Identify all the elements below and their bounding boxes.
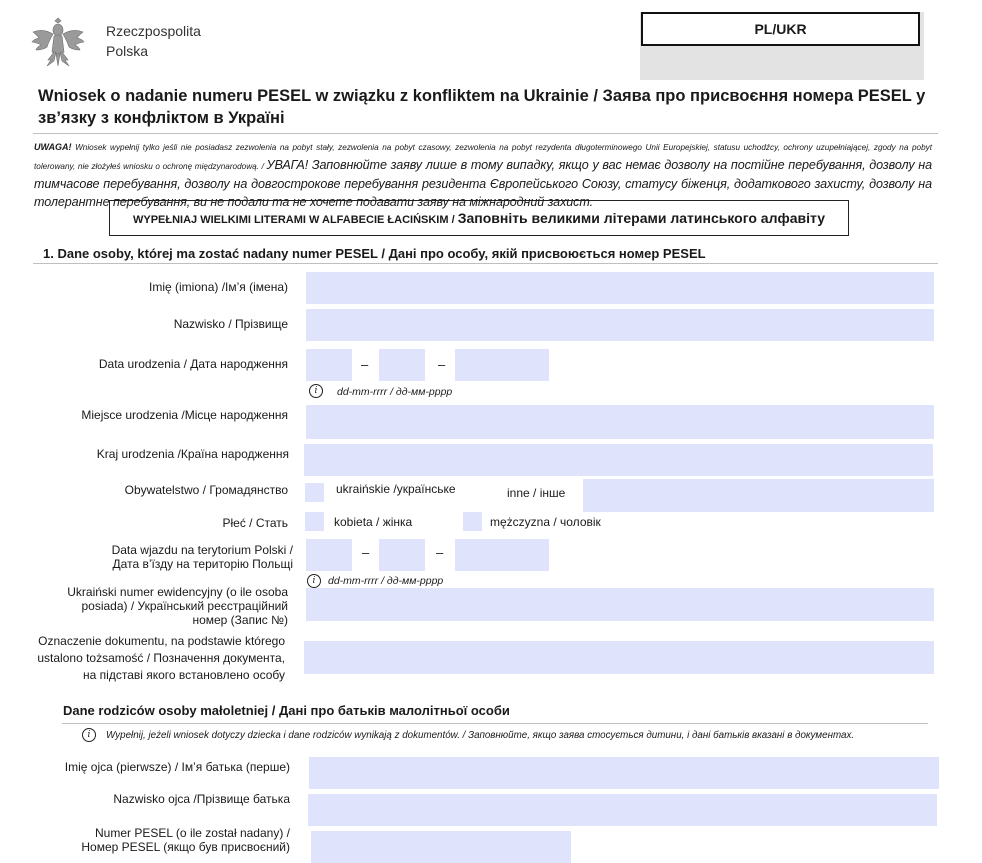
birth-country-field[interactable] xyxy=(304,444,933,476)
form-title: Wniosek o nadanie numeru PESEL w związku z konfliktem na Ukrainie / Заява про присвоєння номера PESEL у зв’язку з конфліктом в Україні xyxy=(38,87,926,127)
entry-day-field[interactable] xyxy=(306,539,352,571)
birth-date-dash-2: – xyxy=(438,357,446,372)
birth-place-field[interactable] xyxy=(306,405,934,439)
section1-divider xyxy=(33,263,938,264)
father-pesel-label-2: Номер PESEL (якщо був присвоєний) xyxy=(81,840,290,854)
form-code: PL/UKR xyxy=(754,21,807,37)
birth-place-label: Miejsce urodzenia /Місце народження xyxy=(81,408,288,422)
document-label-1: Oznaczenie dokumentu, na podstawie którego xyxy=(38,634,285,648)
birth-day-field[interactable] xyxy=(306,349,352,381)
birth-country-label: Kraj urodzenia /Країна народження xyxy=(96,447,289,461)
country-name-line1: Rzeczpospolita xyxy=(106,23,201,39)
document-label-2: ustalono tożsamość / Позначення документа, xyxy=(37,651,285,665)
citizenship-ukrainian-checkbox[interactable] xyxy=(305,483,324,502)
info-icon: i xyxy=(307,574,321,588)
surname-field[interactable] xyxy=(306,309,934,341)
entry-date-dash-1: – xyxy=(362,545,370,560)
entry-date-label-2: Дата в’їзду на територію Польщі xyxy=(112,557,293,571)
birth-date-format-hint: dd-mm-rrrr / дд-мм-рррр xyxy=(337,386,453,398)
form-code-box xyxy=(641,12,920,46)
info-icon: i xyxy=(309,384,323,398)
ua-number-label-3: номер (Запис №) xyxy=(192,613,288,627)
entry-date-dash-2: – xyxy=(436,545,444,560)
sex-female-label: kobieta / жінка xyxy=(334,515,413,529)
citizenship-other-label: inne / інше xyxy=(507,486,566,500)
citizenship-other-field[interactable] xyxy=(583,479,934,512)
birth-month-field[interactable] xyxy=(379,349,425,381)
section1-title: 1. Dane osoby, której ma zostać nadany numer PESEL / Дані про особу, якій присвоюється номер PESEL xyxy=(43,246,706,261)
father-name-label: Imię ojca (pierwsze) / Ім’я батька (перше) xyxy=(64,760,290,774)
notice-label: UWAGA! xyxy=(34,142,72,152)
father-pesel-field[interactable] xyxy=(311,831,571,863)
birth-date-label: Data urodzenia / Дата народження xyxy=(98,357,288,371)
citizenship-ukrainian-label: ukraińskie /українське xyxy=(336,482,456,496)
entry-date-label-1: Data wjazdu na terytorium Polski / xyxy=(111,543,293,557)
sex-male-label: mężczyzna / чоловік xyxy=(490,515,601,529)
ua-number-label-1: Ukraiński numer ewidencyjny (o ile osoba xyxy=(67,585,288,599)
citizenship-label: Obywatelstwo / Громадянство xyxy=(124,483,288,497)
capital-letters-ua: Заповніть великими літерами латинського алфавіту xyxy=(457,210,826,226)
sex-female-checkbox[interactable] xyxy=(305,512,324,531)
father-surname-label: Nazwisko ojca /Прізвище батька xyxy=(113,792,290,806)
birth-date-dash-1: – xyxy=(361,357,369,372)
capital-letters-pl: WYPEŁNIAJ WIELKIMI LITERAMI W ALFABECIE ŁACIŃSKIM / xyxy=(132,214,458,226)
surname-label: Nazwisko / Прізвище xyxy=(173,317,288,331)
entry-date-format-hint: dd-mm-rrrr / дд-мм-рррр xyxy=(328,575,444,587)
sex-male-checkbox[interactable] xyxy=(463,512,482,531)
ua-number-field[interactable] xyxy=(306,588,934,621)
father-surname-field[interactable] xyxy=(308,794,937,826)
capital-letters-box xyxy=(109,200,849,236)
country-name-line2: Polska xyxy=(106,43,149,59)
ua-number-label-2: posiada) / Український реєстраційний xyxy=(81,599,288,613)
first-name-field[interactable] xyxy=(306,272,934,304)
parents-divider xyxy=(62,723,928,724)
parents-section-title: Dane rodziców osoby małoletniej / Дані про батьків малолітньої особи xyxy=(63,703,510,718)
info-icon: i xyxy=(82,728,96,742)
parents-hint: Wypełnij, jeżeli wniosek dotyczy dziecka i dane rodziców wynikają z dokumentów. / Заповнюйте, якщо заява стосується дитини, і дані батьків вказані в документах. xyxy=(106,730,855,741)
title-divider xyxy=(33,133,938,134)
notice-ua: УВАГА! Заповнюйте заяву лише в тому випадку, якщо у вас немає дозволу на постійне перебування, дозволу на тимчасове перебування, дозволу на довгострокове перебування резидента Європейського Союзу, статусу біженця, додаткового захисту, дозволу на толерантне перебування, ви не подали та не хочете подавати заяву на міжнародний захист. xyxy=(34,158,933,209)
document-label-3: на підставі якого встановлено особу xyxy=(83,668,285,682)
father-name-field[interactable] xyxy=(309,757,939,789)
entry-month-field[interactable] xyxy=(379,539,425,571)
notice-pl: Wniosek wypełnij tylko jeśli nie posiadasz zezwolenia na pobyt stały, zezwolenia na pobyt czasowy, zezwolenia na pobyt rezydenta długoterminowego Unii Europejskiej, statusu uchodźcy, ochrony uzupełniającej, zgody na pobyt tolerowany, nie złożyłeś wniosku o ochronę międzynarodową. / xyxy=(34,143,932,171)
birth-year-field[interactable] xyxy=(455,349,549,381)
entry-year-field[interactable] xyxy=(455,539,549,571)
polish-eagle-emblem xyxy=(30,12,86,74)
sex-label: Płeć / Стать xyxy=(222,516,288,530)
document-field[interactable] xyxy=(304,641,934,674)
father-pesel-label-1: Numer PESEL (o ile został nadany) / xyxy=(95,826,290,840)
first-name-label: Imię (imiona) /Ім’я (імена) xyxy=(149,280,288,294)
